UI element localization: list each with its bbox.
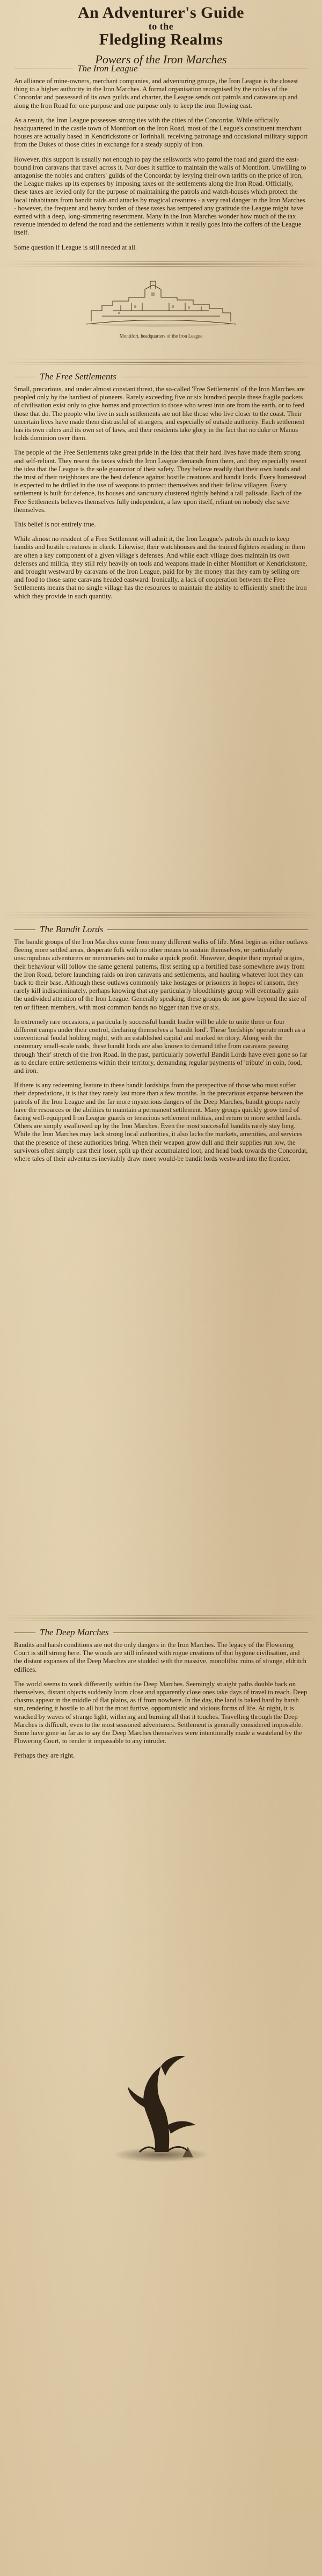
document-header <box>14 0 308 67</box>
heading-label: The Iron League <box>77 63 138 74</box>
title-line-1: An Adventurer's Guide <box>78 4 244 21</box>
heading-label: The Deep Marches <box>40 1627 109 1637</box>
title-to: to the <box>148 21 174 32</box>
section-divider <box>0 912 322 918</box>
paragraph: As a result, the Iron League possesses strong ties with the cities of the Concordat. While officially headquartered in the castle town of Montifort on the Iron Road, most of the League's constituent merchant houses are actually based in Kendrickstone or Torinhall, receiving patronage and occasional military support from the Dukes of those cities in exchange for a steady supply of iron. <box>14 116 308 149</box>
paragraph: This belief is not entirely true. <box>14 521 96 529</box>
deep-marches-illustration-block <box>14 2039 308 2168</box>
section-heading-deep-marches <box>14 1627 308 1638</box>
section-heading-bandit-lords <box>14 924 308 935</box>
paragraph: An alliance of mine-owners, merchant companies, and adventuring groups, the Iron League is the closest thing to a higher authority in the Iron Marches. A formal organisation recognised by the nobles of the Concordat and possessed of its own guilds and charter, the League sends out patrols and caravans up and along the Iron Road for one purpose and one purpose only to keep the iron flowing east. <box>14 77 298 109</box>
paragraph: Small, precarious, and under almost constant threat, the so-called 'Free Settlements' of the Iron Marches are peopled only by the hardiest of pioneers. Rarely exceeding five or six hundred people these fragile pockets of civilisation exist only to give homes and protection to those who wrest iron ore from the earth, or to feed those that do. The people who live in such settlements are not like those who live closer to the coast. Their uncertain lives have made them distrustful of strangers, and especially of outside authority. Each settlement has its own rulers and its own set of laws, and their residents take glory in the fact that no duke or Manus holds dominion over them. <box>14 385 305 442</box>
title-line-2: Fledgling Realms <box>99 31 223 48</box>
illustration-caption: Montifort, headquarters of the Iron League <box>119 333 203 339</box>
document-title <box>14 0 308 48</box>
paragraph: However, this support is usually not enough to pay the sellswords who patrol the road and guard the east-bound iron caravans that travel across it. Nor does it suffice to maintain the walls of Montifort. Unwilling to antagonise the nobles and crafters' guilds of the Concordat by levying their own tariffs on the price of iron, the League makes up its expenses by imposing taxes on the settlements along the Iron Road. Officially, these taxes are levied only for the purpose of maintaining the patrols and watch-houses which protect the local inhabitants from bandit raids and attacks by magical creatures - a very real danger in the Iron Marches - however, the frequent and heavy burden of these taxes has tempered any gratitude the League might have earned with a deep, long-simmering resentment. Many in the Iron Marches wonder how much of the tax revenue intended to defend the road and the settlements within it really goes into the coffers of the League itself. <box>14 155 306 237</box>
heading-label: The Bandit Lords <box>40 924 104 934</box>
section-heading-iron-league <box>14 63 308 74</box>
section-free-settlements <box>14 360 308 607</box>
section-heading-free-settlements <box>14 371 308 382</box>
heading-label: The Free Settlements <box>40 371 116 382</box>
castle-town-illustration <box>80 273 241 332</box>
paragraph: In extremely rare occasions, a particularly successful bandit leader will be able to unite three or four different camps under their control, declaring themselves a 'bandit lord'. These 'lordships' operate much as a conventional feudal holding might, with an established capital and marked territory. Along with the customary small-scale raids, these bandit lords are also known to demand tithe from caravans passing through 'their' stretch of the Iron Road. In the past, particularly powerful Bandit Lords have even gone so far as to declare entire settlements within their territory, demanding regular payments of 'tribute' in coin, food, and iron. <box>14 1018 308 1075</box>
twisted-tree-illustration <box>107 2045 215 2168</box>
paragraph: The world seems to work differently within the Deep Marches. Seemingly straight paths double back on themselves, distant objects suddenly loom close and apparently close ones take days of travel to reach. Deep chasms appear in the middle of flat plains, as if from nowhere. In the day, the land is baked hard by harsh sun, rendering it hostile to all but the most furtive, opportunistic and vicious forms of life. At night, it is wracked by waves of strange light, withering and burning all that it touches. Travelling through the Deep Marches is difficult, even to the most seasoned adventurers. Settlement is generally considered impossible. Some have gone so far as to say the Deep Marches themselves were intentionally made a wasteland by the Flowering Court, to render it impassable to any intruder. <box>14 1680 308 1745</box>
paragraph: The bandit groups of the Iron Marches come from many different walks of life. Most begin as either outlaws fleeing more settled areas, desperate folk with no other means to sustain themselves, or particularly unscrupulous adventurers or mercenaries out to make a quick profit. However, despite their myriad origins, their behaviour will follow the same general patterns, first setting up a fortified base somewhere away from the Iron Road, before launching raids on iron caravans and settlements, and hauling whatever loot they can back to their base. Although these outlaws commonly take hostages or prisoners in hopes of ransom, they rarely kill indiscriminately, perhaps knowing that any particularly bloodthirsty group will eventually gain the undivided attention of the Iron League. Generally speaking, these groups do not grow beyond the size of ten or fifteen members, with most common bands no bigger than five or six. <box>14 938 308 1011</box>
section-divider <box>0 1615 322 1621</box>
section-bandit-lords <box>14 912 308 1169</box>
paragraph: If there is any redeeming feature to these bandit lordships from the perspective of those who must suffer their depredations, it is that they rarely last more than a few months. In the precarious expanse between the patrols of the Iron League and the far more mysterious dangers of the Deep Marches, bandit groups rarely have the resources or the abilities to maintain a permanent settlement. Many groups quickly grow tired of facing well-equipped Iron League guards or tenacious settlement militias, and return to more settled lands. Others are simply swallowed up by the Iron Marches. Even the most successful bandits rarely stay long. While the Iron Marches may lack strong local authorities, it also lacks the markets, amenities, and services that the presence of these authorities bring. When their weapon grow dull and their supplies run low, the survivors often simply cast their loser, split up their accumulated loot, and head back towards the Concordat, where tales of their adventures inevitably draw more would-be bandit lords westward into the frontier. <box>14 1081 308 1163</box>
section-iron-league <box>14 60 308 344</box>
paragraph: Some question if League is still needed at all. <box>14 243 137 251</box>
paragraph: The people of the Free Settlements take great pride in the idea that their hard lives have made them strong and self-reliant. They resent the taxes which the Iron League demands from them, and they especially resent the idea that the League is the sole guarantor of their safety. They believe readily that their own hands and the trust of their neighbours are the best defence against hostile creatures and bandit lords. Every homestead is expected to be drilled in the use of weapons to protect themselves and their fellow villagers. Every settlement is built for defence, its houses and sanctuary clustered tightly behind a tall palisade. Each of the Free Settlements believes themselves fully independent, a law upon itself, reliant on nobody else save themselves. <box>14 449 307 514</box>
section-deep-marches <box>14 1615 308 1767</box>
section-divider <box>0 261 322 267</box>
paragraph: Bandits and harsh conditions are not the only dangers in the Iron Marches. The legacy of the Flowering Court is still strong here. The woods are still infested with rogue creations of that bygone civilisation, and the distant expanses of the Deep Marches are studded with the massive, monolithic ruins of strange, eldritch edifices. <box>14 1641 306 1673</box>
paragraph: Perhaps they are right. <box>14 1752 75 1760</box>
paragraph: While almost no resident of a Free Settlement will admit it, the Iron League's patrols do much to keep bandits and hostile creatures in check. Likewise, their watchhouses and the trained fighters residing in them are often a key component of a given village's defenses. And while each village does maintain its own defenses and militia, they still rely heavily on tools and weapons made in either Montifort or Kendrickstone, and brought westward by caravans of the Iron League, paid for by the money that they earn by selling ore and food to those same caravans headed eastward. Ironically, a lack of cooperation between the Free Settlements means that no single village has the resources to maintain the ability to efficiently smelt the iron which they provide in such quantity. <box>14 535 308 600</box>
section-divider <box>0 360 322 365</box>
document-subtitle: Powers of the Iron Marches <box>95 53 227 66</box>
